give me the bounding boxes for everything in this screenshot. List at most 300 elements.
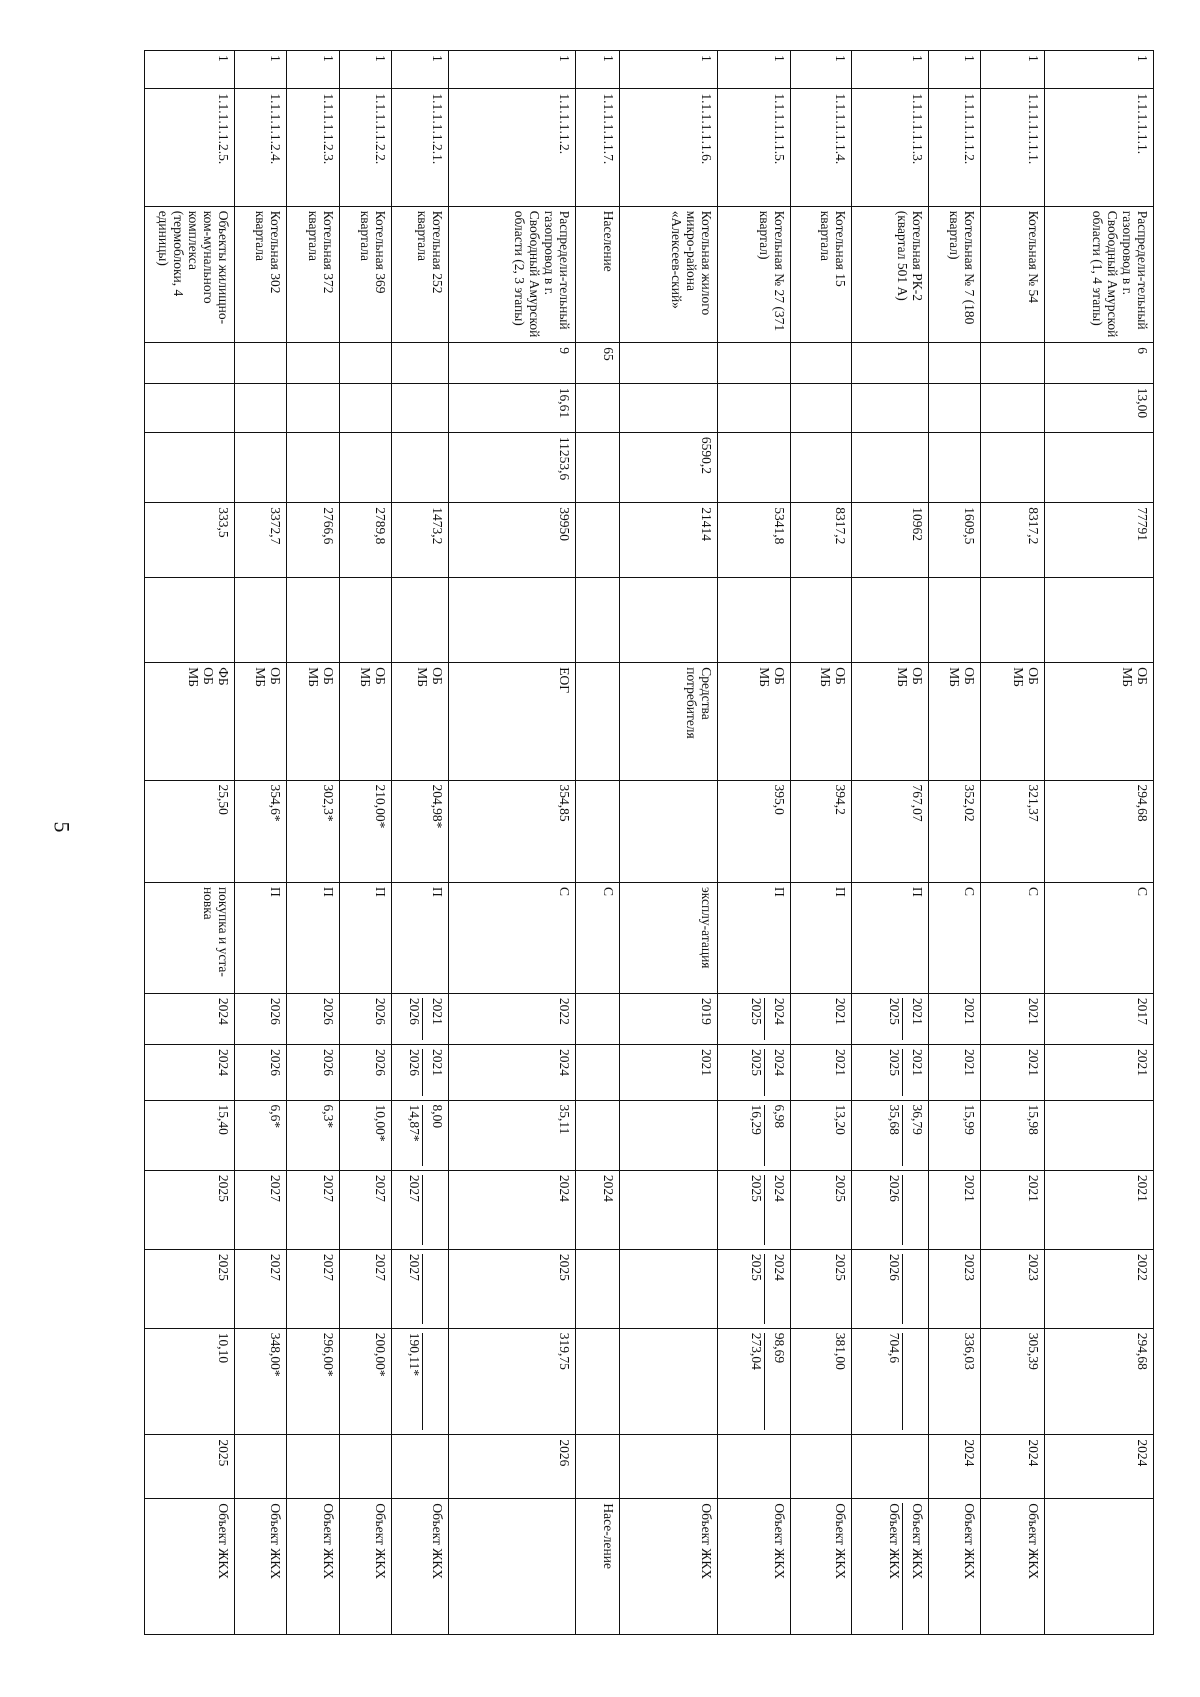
start-year [852,993,929,1044]
col-length [790,383,851,432]
col-capacity [576,503,620,578]
stage2-start [620,1170,718,1249]
total-cost [576,780,620,882]
total-cost: 321,37 [981,780,1044,882]
work-type: покупка и уста-новка [145,882,235,993]
stage1-cost: 15,40 [145,1100,235,1170]
split-cell-part: 2026 [407,1049,423,1077]
col-count [790,343,851,384]
col-capacity: 2766,6 [287,503,340,578]
col-volume [718,432,790,502]
col-capacity: 10962 [852,503,929,578]
row-code: 1.1.1.1.1.2.5. [145,89,235,206]
stage2-cost: 200,00* [339,1328,392,1435]
row-index: 1 [576,51,620,89]
object-category [852,1499,929,1635]
col-volume [981,432,1044,502]
split-cell-part: 2025 [748,1253,764,1281]
stage2-start: 2027 [339,1170,392,1249]
total-cost: 294,68 [1044,780,1153,882]
col-length [928,383,981,432]
col-volume [339,432,392,502]
stage2-start: 2021 [928,1170,981,1249]
col-empty [234,577,287,662]
object-category [449,1499,576,1635]
split-cell-part: 2025 [748,997,764,1025]
split-cell [400,998,445,1040]
col-length [234,383,287,432]
stage1-cost [852,1100,929,1170]
table-row [392,51,449,1635]
end-year [852,1045,929,1100]
col-length [145,383,235,432]
col-count [145,343,235,384]
stage2-cost: 296,00* [287,1328,340,1435]
end-year: 2026 [339,1045,392,1100]
stage1-cost: 13,20 [790,1100,851,1170]
end-year: 2021 [981,1045,1044,1100]
object-name: Объекты жилищно-ком-мунального комплекса (термоблоки, 4 единицы) [145,206,235,343]
start-year: 2019 [620,993,718,1044]
stage2-start: 2021 [1044,1170,1153,1249]
split-cell-part: 2024 [764,1254,787,1324]
row-index: 1 [287,51,340,89]
stage1-cost: 15,99 [928,1100,981,1170]
col-capacity: 2789,8 [339,503,392,578]
split-cell [880,1105,925,1166]
split-cell-part: 2021 [422,1049,445,1095]
col-volume [852,432,929,502]
col-count [928,343,981,384]
total-cost: 210,00* [339,780,392,882]
total-cost: 204,98* [392,780,449,882]
col-empty [392,577,449,662]
stage2-start: 2024 [449,1170,576,1249]
start-year [576,993,620,1044]
split-cell-part [902,1254,925,1324]
table-row [145,51,235,1635]
funding-source: ОБ МБ [981,663,1044,780]
table-row [620,51,718,1635]
funding-source: ОБ МБ [339,663,392,780]
commission-year: 2024 [981,1435,1044,1499]
object-name: Распредели-тельный газопровод в г. Свободный Амурской области (2, 3 этапы) [449,206,576,343]
col-capacity: 21414 [620,503,718,578]
start-year: 2021 [928,993,981,1044]
split-cell [400,1175,445,1245]
stage2-end: 2023 [981,1249,1044,1328]
object-name: Котельная № 54 [981,206,1044,343]
stage2-start: 2025 [145,1170,235,1249]
stage2-cost [392,1328,449,1435]
split-cell-part: 98,69 [764,1333,787,1431]
stage2-start [852,1170,929,1249]
split-cell-part [902,1175,925,1245]
row-index: 1 [449,51,576,89]
col-capacity: 1473,2 [392,503,449,578]
total-cost: 394,2 [790,780,851,882]
document-table-frame [144,50,1154,1635]
col-count [852,343,929,384]
funding-source: ОБ МБ [928,663,981,780]
col-length [620,383,718,432]
split-cell-part: 14,87* [407,1104,423,1142]
stage1-cost: 10,00* [339,1100,392,1170]
row-code: 1.1.1.1.1.2. [449,89,576,206]
stage2-start: 2027 [234,1170,287,1249]
split-cell [880,998,925,1040]
object-name: Котельная 15 квартала [790,206,851,343]
col-count [234,343,287,384]
col-length: 16,61 [449,383,576,432]
funding-source: ОБ МБ [790,663,851,780]
split-cell-part [422,1333,445,1431]
row-index: 1 [928,51,981,89]
row-code: 1.1.1.1.1.1.4. [790,89,851,206]
stage2-end: 2027 [234,1249,287,1328]
col-empty [981,577,1044,662]
row-code: 1.1.1.1.1.1.7. [576,89,620,206]
object-name: Распредели-тельный газопровод в г. Свободный Амурской области (1, 4 этапы) [1044,206,1153,343]
work-type: С [928,882,981,993]
object-name: Котельная № 27 (371 квартал) [718,206,790,343]
table-row [790,51,851,1635]
col-length [287,383,340,432]
object-category: Объект ЖКХ [928,1499,981,1635]
stage1-cost: 6,3* [287,1100,340,1170]
col-length [718,383,790,432]
col-length [339,383,392,432]
commission-year [852,1435,929,1499]
col-volume: 11253,6 [449,432,576,502]
col-capacity: 5341,8 [718,503,790,578]
funding-source: ОБ МБ [234,663,287,780]
stage1-cost [1044,1100,1153,1170]
start-year: 2021 [981,993,1044,1044]
end-year [576,1045,620,1100]
col-count [287,343,340,384]
col-length [392,383,449,432]
object-category: Объект ЖКХ [620,1499,718,1635]
stage2-end: 2027 [287,1249,340,1328]
stage1-cost: 35,11 [449,1100,576,1170]
work-type: эксплу-атация [620,882,718,993]
split-cell-part: 6,98 [764,1105,787,1166]
split-cell-part: 2025 [886,997,902,1025]
split-cell-part: 2026 [407,997,423,1025]
commission-year [392,1435,449,1499]
col-empty [145,577,235,662]
split-cell [880,1333,925,1431]
stage2-start: 2025 [790,1170,851,1249]
object-category: Объект ЖКХ [392,1499,449,1635]
col-capacity: 1609,5 [928,503,981,578]
split-cell-part: 2024 [764,998,787,1040]
object-name: Население [576,206,620,343]
split-cell-part [902,1333,925,1431]
col-volume [790,432,851,502]
split-cell-part [422,1254,445,1324]
split-cell-part: 36,79 [902,1105,925,1166]
row-index: 1 [1044,51,1153,89]
commission-year [576,1435,620,1499]
funding-source: ОБ МБ [1044,663,1153,780]
work-type: С [449,882,576,993]
split-cell [400,1333,445,1431]
row-code: 1.1.1.1.1.2.1. [392,89,449,206]
split-cell-part: 16,29 [748,1104,764,1135]
funding-source: ОБ МБ [852,663,929,780]
col-empty [718,577,790,662]
stage2-cost: 305,39 [981,1328,1044,1435]
stage2-start: 2027 [287,1170,340,1249]
row-index: 1 [981,51,1044,89]
object-name: Котельная 252 квартала [392,206,449,343]
object-category: Объект ЖКХ [234,1499,287,1635]
stage2-end [576,1249,620,1328]
row-index: 1 [790,51,851,89]
end-year: 2021 [790,1045,851,1100]
table-row [1044,51,1153,1635]
stage2-cost: 381,00 [790,1328,851,1435]
row-code: 1.1.1.1.1.2.4. [234,89,287,206]
object-category: Объект ЖКХ [718,1499,790,1635]
split-cell-part [422,1175,445,1245]
object-name: Котельная 369 квартала [339,206,392,343]
object-category: Объект ЖКХ [981,1499,1044,1635]
split-cell-part: 2021 [902,1049,925,1095]
object-category: Объект ЖКХ [287,1499,340,1635]
col-count [718,343,790,384]
col-count [339,343,392,384]
col-capacity: 39950 [449,503,576,578]
col-length [981,383,1044,432]
col-length: 13,00 [1044,383,1153,432]
object-category: Насе-ление [576,1499,620,1635]
funding-source: ОБ МБ [392,663,449,780]
row-code: 1.1.1.1.1.1. [1044,89,1153,206]
page-number: 5 [49,821,75,833]
split-cell-part: Объект ЖКХ [886,1503,902,1580]
start-year: 2026 [287,993,340,1044]
split-cell-part: 273,04 [748,1332,764,1370]
start-year: 2022 [449,993,576,1044]
commission-year: 2025 [145,1435,235,1499]
row-code: 1.1.1.1.1.1.6. [620,89,718,206]
funding-source [576,663,620,780]
col-length [852,383,929,432]
col-empty [339,577,392,662]
col-empty [449,577,576,662]
col-length [576,383,620,432]
start-year [718,993,790,1044]
col-count [981,343,1044,384]
commission-year [287,1435,340,1499]
object-name: Котельная № 7 (180 квартал) [928,206,981,343]
work-type: П [287,882,340,993]
rotated-table-wrapper [144,50,1154,1635]
table-row [449,51,576,1635]
split-cell [742,1333,787,1431]
col-volume [1044,432,1153,502]
col-empty [287,577,340,662]
row-code: 1.1.1.1.1.1.2. [928,89,981,206]
split-cell-part: 704,6 [886,1332,902,1364]
split-cell-part: 2024 [764,1175,787,1245]
end-year: 2026 [234,1045,287,1100]
row-index: 1 [620,51,718,89]
split-cell-part: 2021 [422,998,445,1040]
object-name: Котельная жилого микро-района «Алексеев-ский» [620,206,718,343]
start-year: 2024 [145,993,235,1044]
row-code: 1.1.1.1.1.1.3. [852,89,929,206]
stage2-start: 2024 [576,1170,620,1249]
col-empty [1044,577,1153,662]
stage2-cost [718,1328,790,1435]
split-cell [742,998,787,1040]
row-index: 1 [718,51,790,89]
stage2-end: 2023 [928,1249,981,1328]
object-category [1044,1499,1153,1635]
col-volume [145,432,235,502]
split-cell-part: 35,68 [886,1104,902,1135]
row-index: 1 [339,51,392,89]
end-year: 2026 [287,1045,340,1100]
total-cost: 302,3* [287,780,340,882]
row-code: 1.1.1.1.1.2.2. [339,89,392,206]
commission-year: 2024 [928,1435,981,1499]
commission-year [718,1435,790,1499]
work-type: П [718,882,790,993]
stage1-cost [576,1100,620,1170]
work-type: П [790,882,851,993]
stage2-start: 2021 [981,1170,1044,1249]
col-volume [576,432,620,502]
stage2-end [392,1249,449,1328]
stage2-start [718,1170,790,1249]
total-cost: 767,07 [852,780,929,882]
table-row [981,51,1044,1635]
split-cell [880,1049,925,1095]
col-count: 65 [576,343,620,384]
table-row [339,51,392,1635]
commission-year [339,1435,392,1499]
split-cell-part: 2024 [764,1049,787,1095]
stage2-start [392,1170,449,1249]
col-capacity: 8317,2 [981,503,1044,578]
stage2-end [852,1249,929,1328]
split-cell-part: Объект ЖКХ [902,1503,925,1630]
commission-year: 2024 [1044,1435,1153,1499]
split-cell-part: 2027 [407,1253,423,1281]
split-cell [400,1049,445,1095]
object-name: Котельная РК-2 (квартал 501 А) [852,206,929,343]
split-cell-part: 8,00 [422,1105,445,1166]
split-cell-part: 190,11* [407,1332,423,1377]
split-cell [742,1049,787,1095]
col-empty [790,577,851,662]
row-index: 1 [234,51,287,89]
stage2-cost [620,1328,718,1435]
table-row [718,51,790,1635]
table-row [576,51,620,1635]
col-count [392,343,449,384]
object-name: Котельная 372 квартала [287,206,340,343]
col-volume [234,432,287,502]
col-capacity: 77791 [1044,503,1153,578]
start-year: 2026 [339,993,392,1044]
work-type: П [339,882,392,993]
row-index: 1 [852,51,929,89]
start-year: 2026 [234,993,287,1044]
funding-source: Средства потребителя [620,663,718,780]
split-cell-part: 2025 [886,1049,902,1077]
split-cell [880,1254,925,1324]
object-category: Объект ЖКХ [145,1499,235,1635]
col-capacity: 3372,7 [234,503,287,578]
split-cell-part: 2025 [748,1174,764,1202]
split-cell-part: 2026 [886,1253,902,1281]
work-type: С [576,882,620,993]
object-name: Котельная 302 квартала [234,206,287,343]
row-code: 1.1.1.1.1.1.5. [718,89,790,206]
row-code: 1.1.1.1.1.1.1. [981,89,1044,206]
table-row [234,51,287,1635]
stage2-cost: 319,75 [449,1328,576,1435]
funding-source: ФБ ОБ МБ [145,663,235,780]
stage2-cost: 336,03 [928,1328,981,1435]
stage2-end [718,1249,790,1328]
stage2-cost [576,1328,620,1435]
work-type: С [1044,882,1153,993]
funding-source: ОБ МБ [718,663,790,780]
stage2-cost [852,1328,929,1435]
end-year [718,1045,790,1100]
commission-year [620,1435,718,1499]
split-cell [880,1503,925,1630]
total-cost: 352,02 [928,780,981,882]
col-volume: 6590,2 [620,432,718,502]
end-year: 2021 [928,1045,981,1100]
work-type: П [234,882,287,993]
split-cell-part: 2026 [886,1174,902,1202]
stage2-cost: 294,68 [1044,1328,1153,1435]
total-cost [620,780,718,882]
end-year [392,1045,449,1100]
col-empty [620,577,718,662]
commission-year: 2026 [449,1435,576,1499]
stage1-cost [620,1100,718,1170]
commission-year [234,1435,287,1499]
stage1-cost [392,1100,449,1170]
total-cost: 354,6* [234,780,287,882]
row-index: 1 [145,51,235,89]
funding-source: ЕОГ [449,663,576,780]
col-empty [576,577,620,662]
stage2-end [620,1249,718,1328]
col-empty [852,577,929,662]
commission-year [790,1435,851,1499]
split-cell [742,1105,787,1166]
col-count: 6 [1044,343,1153,384]
split-cell-part: 2021 [902,998,925,1040]
funding-source: ОБ МБ [287,663,340,780]
start-year: 2017 [1044,993,1153,1044]
split-cell [400,1254,445,1324]
stage2-end: 2025 [449,1249,576,1328]
col-volume [392,432,449,502]
row-index: 1 [392,51,449,89]
